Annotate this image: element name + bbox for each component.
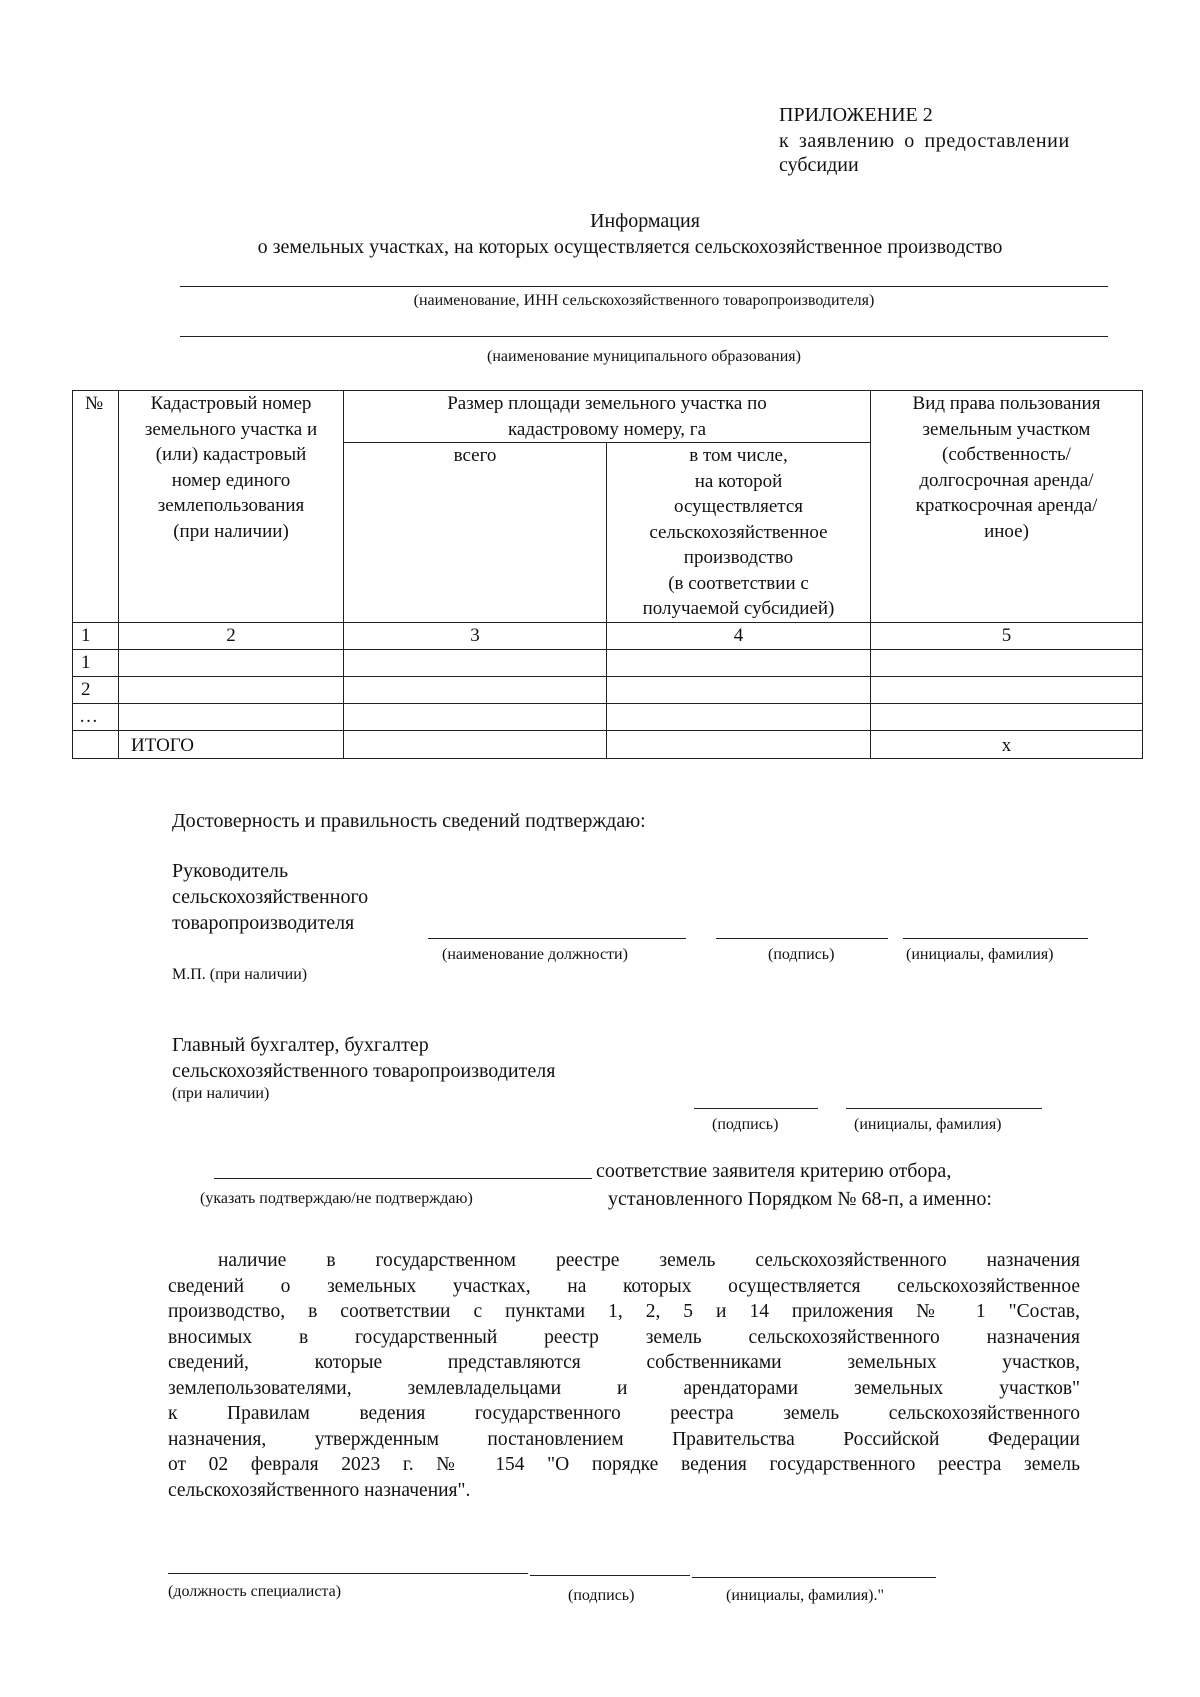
total-agri-cell[interactable]	[607, 731, 871, 759]
stamp-label: М.П. (при наличии)	[172, 966, 308, 983]
specialist-position-caption: (должность специалиста)	[168, 1583, 342, 1600]
head-signature-line[interactable]	[716, 938, 888, 939]
producer-field-caption: (наименование, ИНН сельскохозяйственного товаропроизводителя)	[413, 292, 875, 309]
appendix-subtitle-line2: субсидии	[779, 154, 859, 176]
total-area-cell[interactable]	[344, 731, 607, 759]
head-position-line[interactable]	[428, 938, 686, 939]
producer-field-line[interactable]	[180, 286, 1108, 287]
table-row: 1	[73, 650, 1143, 677]
criteria-confirm-line[interactable]	[214, 1178, 592, 1179]
criteria-paragraph: наличие в государственном реестре земель сельскохозяйственного назначения сведений о земельных участках, на которых осуществляется сельскохозяйственное производство, в соответствии с пунктами 1, 2, 5 и 14 приложения № 1 "Состав, вносимых в государственный реестр земель сельскохозяйственного назначения сведений, которые представляются собственниками земельных участков, землепользователями, землевладельцами и арендаторами земельных участков" к Правилам ведения государственного реестра земель сельскохозяйственного назначения, утвержденным постановлением Правительства Российской Федерации от 02 февраля 2023 г. № 154 "О порядке ведения государственного реестра земель сельскохозяйственного назначения".	[168, 1250, 1080, 1501]
area-agri-cell[interactable]	[607, 704, 871, 731]
head-signature-caption: (подпись)	[768, 946, 835, 963]
header-area-agri: в том числе, на которой осуществляется сельскохозяйственное производство (в соответствии с получаемой субсидией)	[607, 443, 871, 623]
head-position-caption: (наименование должности)	[442, 946, 628, 963]
right-type-cell[interactable]	[871, 650, 1143, 677]
cadastral-cell[interactable]	[119, 650, 344, 677]
specialist-signature-line[interactable]	[530, 1575, 690, 1576]
head-label-line3: товаропроизводителя	[172, 912, 355, 934]
accountant-signature-line[interactable]	[694, 1108, 818, 1109]
accountant-note: (при наличии)	[172, 1085, 270, 1102]
specialist-name-caption: (инициалы, фамилия)."	[726, 1587, 885, 1604]
confirmation-heading: Достоверность и правильность сведений подтверждаю:	[172, 810, 646, 832]
specialist-position-line[interactable]	[168, 1573, 528, 1574]
accountant-label-line2: сельскохозяйственного товаропроизводителя	[172, 1060, 556, 1082]
criteria-caption: (указать подтверждаю/не подтверждаю)	[200, 1190, 473, 1207]
right-type-cell[interactable]	[871, 704, 1143, 731]
column-number-row: 1 2 3 4 5	[73, 623, 1143, 650]
table-row: 2	[73, 677, 1143, 704]
header-area-total: всего	[344, 443, 607, 623]
criteria-line1: соответствие заявителя критерию отбора,	[596, 1160, 952, 1182]
header-right-type: Вид права пользования земельным участком (собственность/ долгосрочная аренда/ краткосрочная аренда/ иное)	[871, 391, 1143, 623]
criteria-line2: установленного Порядком № 68-п, а именно:	[608, 1188, 992, 1210]
page-title: Информация	[590, 210, 700, 232]
specialist-signature-caption: (подпись)	[568, 1587, 635, 1604]
head-name-caption: (инициалы, фамилия)	[906, 946, 1054, 963]
head-label-line2: сельскохозяйственного	[172, 886, 369, 908]
total-right-type: х	[871, 731, 1143, 759]
accountant-name-caption: (инициалы, фамилия)	[854, 1116, 1002, 1133]
page-subtitle: о земельных участках, на которых осуществляется сельскохозяйственное производство	[257, 236, 1003, 258]
accountant-label-line1: Главный бухгалтер, бухгалтер	[172, 1034, 429, 1056]
header-cadastral: Кадастровый номер земельного участка и (или) кадастровый номер единого землепользования (при наличии)	[119, 391, 344, 623]
municipality-field-line[interactable]	[180, 336, 1108, 337]
area-agri-cell[interactable]	[607, 650, 871, 677]
head-label-line1: Руководитель	[172, 860, 289, 882]
specialist-name-line[interactable]	[692, 1577, 936, 1578]
area-total-cell[interactable]	[344, 704, 607, 731]
accountant-name-line[interactable]	[846, 1108, 1042, 1109]
area-agri-cell[interactable]	[607, 677, 871, 704]
appendix-subtitle-line1: к заявлению о предоставлении	[779, 130, 1070, 152]
right-type-cell[interactable]	[871, 677, 1143, 704]
total-row	[73, 731, 1143, 759]
municipality-field-caption: (наименование муниципального образования)	[487, 348, 801, 365]
accountant-signature-caption: (подпись)	[712, 1116, 779, 1133]
table-row: …	[73, 704, 1143, 731]
head-name-line[interactable]	[903, 938, 1088, 939]
cadastral-cell[interactable]	[119, 704, 344, 731]
area-total-cell[interactable]	[344, 650, 607, 677]
total-label: ИТОГО	[119, 731, 344, 759]
header-num: №	[73, 391, 119, 623]
header-area-group: Размер площади земельного участка по кадастровому номеру, га	[344, 391, 871, 443]
appendix-title: ПРИЛОЖЕНИЕ 2	[779, 104, 933, 126]
area-total-cell[interactable]	[344, 677, 607, 704]
land-plots-table	[72, 390, 1143, 759]
cadastral-cell[interactable]	[119, 677, 344, 704]
